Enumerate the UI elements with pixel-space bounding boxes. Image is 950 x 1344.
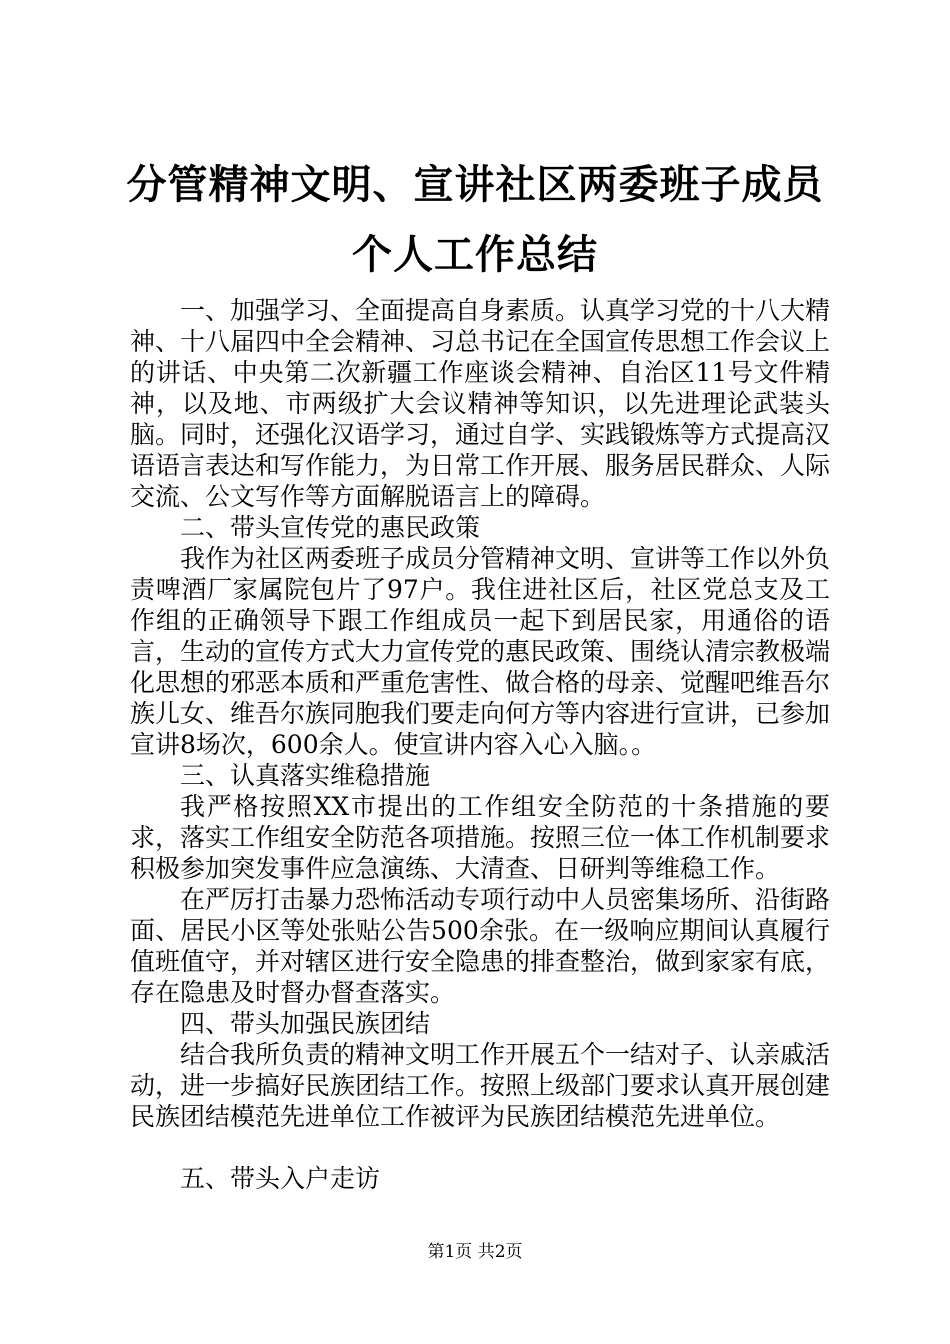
paragraph-stability-actions: 在严厉打击暴力恐怖活动专项行动中人员密集场所、沿街路面、居民小区等处张贴公告500余张。在一级响应期间认真履行值班值守，并对辖区进行安全隐患的排查整治，做到家家有底，存在隐患及时督办督查落实。	[130, 885, 831, 1007]
paragraph-policy: 我作为社区两委班子成员分管精神文明、宣讲等工作以外负责啤酒厂家属院包片了97户。我住进社区后，社区党总支及工作组的正确领导下跟工作组成员一起下到居民家，用通俗的语言，生动的宣传方式大力宣传党的惠民政策、围绕认清宗教极端化思想的邪恶本质和严重危害性、做合格的母亲、觉醒吧维吾尔族儿女、维吾尔族同胞我们要走向何方等内容进行宣讲，已参加宣讲8场次，600余人。使宣讲内容入心入脑。。	[130, 544, 831, 759]
page-footer: 第1页 共2页	[427, 1242, 523, 1262]
section-heading-unity: 四、带头加强民族团结	[180, 1009, 431, 1038]
paragraph-study: 一、加强学习、全面提高自身素质。认真学习党的十八大精神、十八届四中全会精神、习总书记在全国宣传思想工作会议上的讲话、中央第二次新疆工作座谈会精神、自治区11号文件精神，以及地、市两级扩大会议精神等知识，以先进理论武装头脑。同时，还强化汉语学习，通过自学、实践锻炼等方式提高汉语语言表达和写作能力，为日常工作开展、服务居民群众、人际交流、公文写作等方面解脱语言上的障碍。	[130, 296, 831, 511]
section-heading-stability: 三、认真落实维稳措施	[180, 761, 431, 790]
document-title: 分管精神文明、宣讲社区两委班子成员个人工作总结	[126, 161, 824, 278]
section-heading-visits: 五、带头入户走访	[180, 1164, 381, 1193]
paragraph-stability-measures: 我严格按照XX市提出的工作组安全防范的十条措施的要求，落实工作组安全防范各项措施。按照三位一体工作机制要求积极参加突发事件应急演练、大清查、日研判等维稳工作。	[130, 792, 831, 883]
paragraph-unity: 结合我所负责的精神文明工作开展五个一结对子、认亲戚活动，进一步搞好民族团结工作。按照上级部门要求认真开展创建民族团结模范先进单位工作被评为民族团结模范先进单位。	[130, 1040, 831, 1131]
document-body	[130, 295, 830, 1194]
section-heading-policy: 二、带头宣传党的惠民政策	[180, 513, 481, 542]
